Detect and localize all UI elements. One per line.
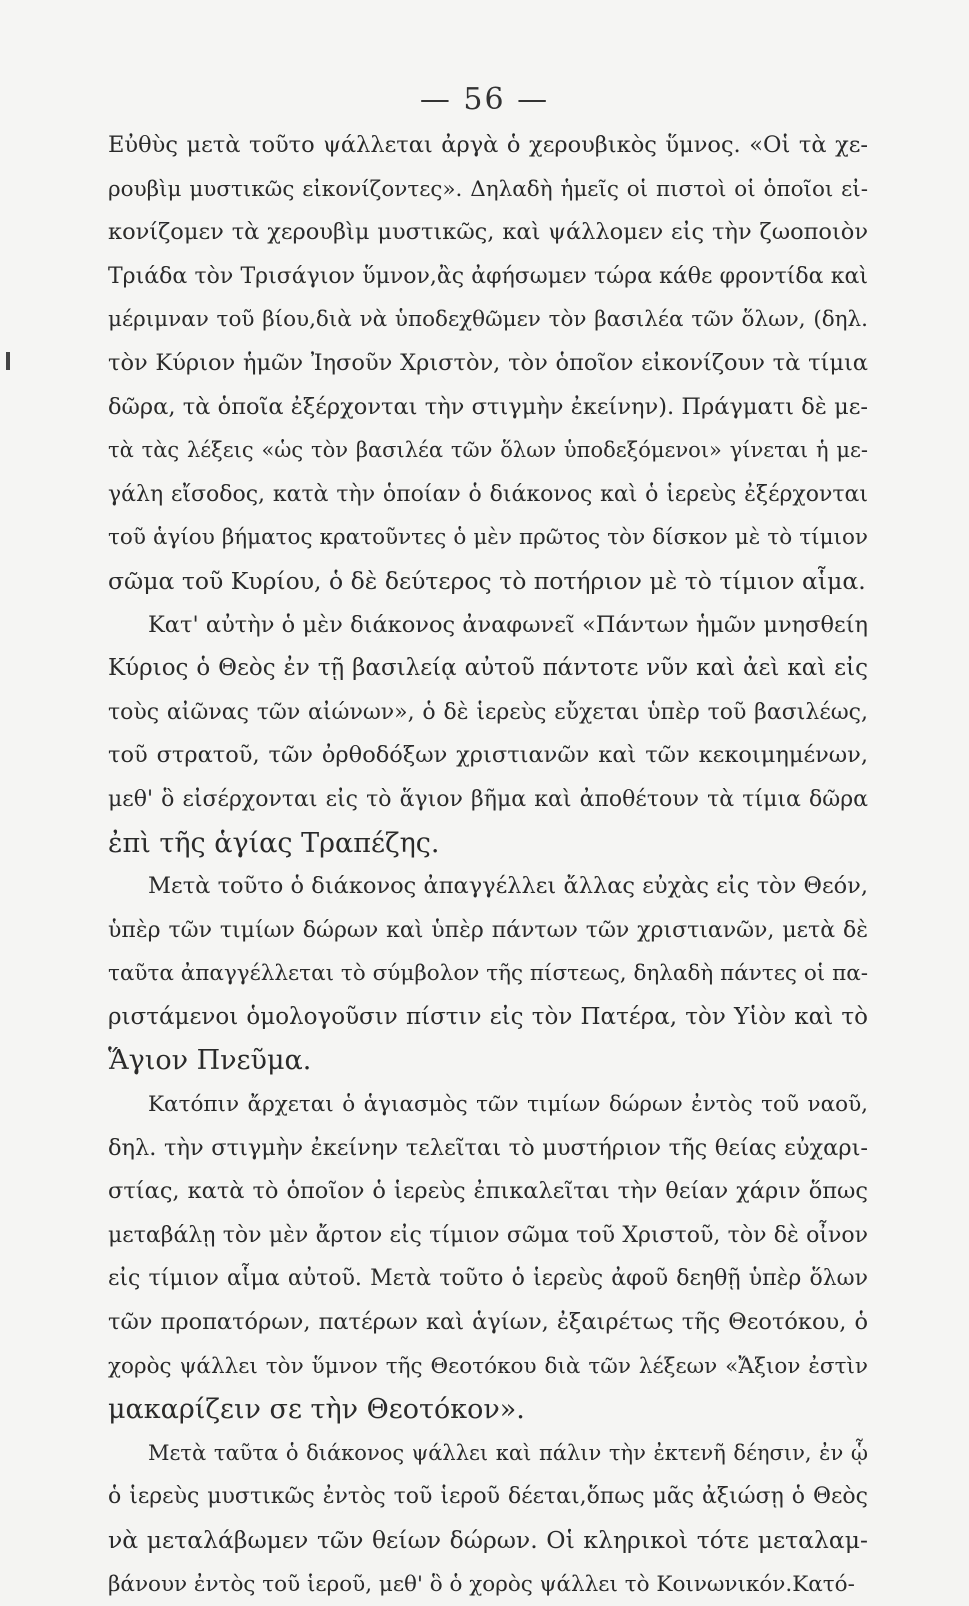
text-line: μεθ' ὃ εἰσέρχονται εἰς τὸ ἅγιον βῆμα καὶ ἀποθέτουν τὰ τίμια δῶρα [108,786,868,812]
text-line: βάνουν ἐντὸς τοῦ ἱεροῦ, μεθ' ὃ ὁ χορὸς ψάλλει τὸ Κοινωνικόν.Κατό- [108,1571,855,1597]
body-text [108,124,868,1606]
text-line: μεταβάλῃ τὸν μὲν ἄρτον εἰς τίμιον σῶμα τοῦ Χριστοῦ, τὸν δὲ οἶνον [108,1222,868,1248]
text-line: Κατόπιν ἄρχεται ὁ ἁγιασμὸς τῶν τιμίων δώρων ἐντὸς τοῦ ναοῦ, [148,1092,868,1118]
text-line: ταῦτα ἀπαγγέλλεται τὸ σύμβολον τῆς πίστεως, δηλαδὴ πάντες οἱ πα- [108,961,868,987]
text-line: τὰ τὰς λέξεις «ὡς τὸν βασιλέα τῶν ὅλων ὑποδεξόμενοι» γίνεται ἡ με- [108,438,868,463]
text-line: Ἅγιον Πνεῦμα. [108,1045,312,1077]
text-line: Εὐθὺς μετὰ τοῦτο ψάλλεται ἀργὰ ὁ χερουβικὸς ὕμνος. «Οἱ τὰ χε- [108,132,868,158]
paragraph [108,604,868,866]
text-line: Κύριος ὁ Θεὸς ἐν τῇ βασιλείᾳ αὐτοῦ πάντοτε νῦν καὶ ἀεὶ καὶ εἰς [108,655,868,682]
text-line: νὰ μεταλάβωμεν τῶν θείων δώρων. Οἱ κληρικοὶ τότε μεταλαμ- [108,1526,868,1554]
paragraph [108,1083,868,1432]
text-line: μακαρίζειν σε τὴν Θεοτόκον». [108,1394,525,1426]
text-line: τῶν προπατόρων, πατέρων καὶ ἁγίων, ἐξαιρέτως τῆς Θεοτόκου, ὁ [108,1309,868,1336]
text-line: εἰς τίμιον αἷμα αὐτοῦ. Μετὰ τοῦτο ὁ ἱερεὺς ἀφοῦ δεηθῇ ὑπὲρ ὅλων [108,1266,868,1292]
text-line: δηλ. τὴν στιγμὴν ἐκείνην τελεῖται τὸ μυστήριον τῆς θείας εὐχαρι- [108,1134,868,1161]
text-line: τοὺς αἰῶνας τῶν αἰώνων», ὁ δὲ ἱερεὺς εὔχεται ὑπὲρ τοῦ βασιλέως, [108,699,868,725]
text-line: δῶρα, τὰ ὁποῖα ἐξέρχονται τὴν στιγμὴν ἐκείνην). Πράγματι δὲ με- [108,393,868,420]
text-line: τὸν Κύριον ἡμῶν Ἰησοῦν Χριστὸν, τὸν ὁποῖον εἰκονίζουν τὰ τίμια [108,349,868,376]
text-line: κονίζομεν τὰ χερουβὶμ μυστικῶς, καὶ ψάλλομεν εἰς τὴν ζωοποιὸν [108,219,868,246]
paragraph [108,1432,868,1606]
text-line: σῶμα τοῦ Κυρίου, ὁ δὲ δεύτερος τὸ ποτήριον μὲ τὸ τίμιον αἷμα. [108,566,866,595]
text-line: ὁ ἱερεὺς μυστικῶς ἐντὸς τοῦ ἱεροῦ δέεται,ὅπως μᾶς ἀξιώσῃ ὁ Θεὸς [108,1484,868,1510]
text-line: Τριάδα τὸν Τρισάγιον ὕμνον,ἂς ἀφήσωμεν τώρα κάθε φροντίδα καὶ [108,263,868,289]
text-line: ρουβὶμ μυστικῶς εἰκονίζοντες». Δηλαδὴ ἡμεῖς οἱ πιστοὶ οἱ ὁποῖοι εἰ- [108,176,868,202]
paragraph [108,865,868,1083]
text-line: μέριμναν τοῦ βίου,διὰ νὰ ὑποδεχθῶμεν τὸν βασιλέα τῶν ὅλων, (δηλ. [108,307,868,333]
text-line: ριστάμενοι ὁμολογοῦσιν πίστιν εἰς τὸν Πατέρα, τὸν Υἱὸν καὶ τὸ [108,1003,868,1030]
margin-mark [6,352,10,370]
text-line: τοῦ ἁγίου βήματος κρατοῦντες ὁ μὲν πρῶτος τὸν δίσκον μὲ τὸ τίμιον [108,525,868,551]
text-line: Μετὰ τοῦτο ὁ διάκονος ἀπαγγέλλει ἄλλας εὐχὰς εἰς τὸν Θεόν, [148,873,868,900]
text-line: χορὸς ψάλλει τὸν ὕμνον τῆς Θεοτόκου διὰ τῶν λέξεων «Ἄξιον ἐστὶν [108,1353,868,1379]
text-line: γάλη εἴσοδος, κατὰ τὴν ὁποίαν ὁ διάκονος καὶ ὁ ἱερεὺς ἐξέρχονται [108,481,868,507]
paragraph [108,124,868,604]
text-line: τοῦ στρατοῦ, τῶν ὀρθοδόξων χριστιανῶν καὶ τῶν κεκοιμημένων, [108,742,868,769]
text-line: ἐπὶ τῆς ἁγίας Τραπέζης. [108,827,440,859]
page-number: — 56 — [419,82,550,117]
text-line: στίας, κατὰ τὸ ὁποῖον ὁ ἱερεὺς ἐπικαλεῖται τὴν θείαν χάριν ὅπως [108,1178,868,1205]
text-line: Μετὰ ταῦτα ὁ διάκονος ψάλλει καὶ πάλιν τὴν ἐκτενῆ δέησιν, ἐν ᾧ [148,1440,868,1465]
text-line: ὑπὲρ τῶν τιμίων δώρων καὶ ὑπὲρ πάντων τῶν χριστιανῶν, μετὰ δὲ [108,917,868,943]
text-line: Κατ' αὐτὴν ὁ μὲν διάκονος ἀναφωνεῖ «Πάντων ἡμῶν μνησθείη [148,611,868,638]
